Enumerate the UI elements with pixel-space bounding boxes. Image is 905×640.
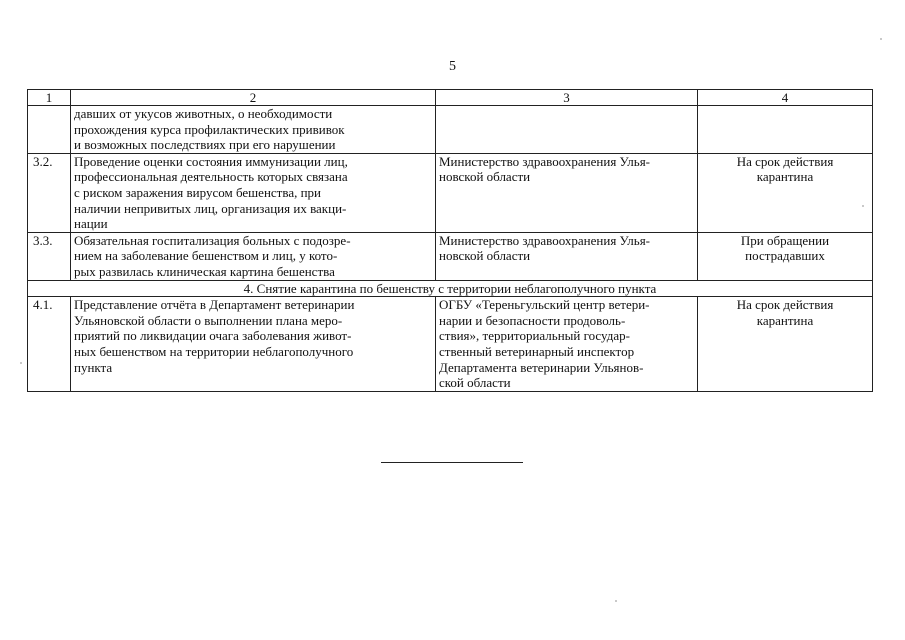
scan-speck <box>862 205 864 207</box>
text-line: и возможных последствиях при его нарушении <box>74 137 336 153</box>
responsible-cell <box>436 232 698 280</box>
text-line: Проведение оценки состояния иммунизации лиц, <box>74 153 348 169</box>
table-row-4-1 <box>28 297 873 392</box>
scan-speck <box>20 362 22 364</box>
text-line: На срок действия <box>736 153 834 169</box>
text-line: Представление отчёта в Департамент ветеринарии <box>74 297 355 313</box>
measure-description-cell <box>71 297 436 392</box>
text-line: новской области <box>439 248 531 264</box>
text-line: нации <box>74 216 108 232</box>
header-col-2: 2 <box>71 90 436 106</box>
table-row-3-2 <box>28 153 873 232</box>
page-number: 5 <box>449 59 456 74</box>
section-heading-row <box>28 280 873 297</box>
deadline-cell <box>698 297 873 392</box>
table-row-continuation <box>28 106 873 154</box>
row-number-cell <box>28 106 71 154</box>
text-line: ственный ветеринарный инспектор <box>439 343 635 359</box>
measures-table <box>27 89 873 392</box>
row-number-cell: 3.3. <box>28 232 71 280</box>
text-line: ных бешенством на территории неблагополучного <box>74 343 354 359</box>
text-line: прохождения курса профилактических прививок <box>74 121 345 137</box>
measure-description-cell <box>71 232 436 280</box>
text-line: пострадавших <box>745 248 825 264</box>
responsible-cell <box>436 106 698 154</box>
text-line: профессиональная деятельность которых связана <box>74 169 348 185</box>
text-line: новской области <box>439 169 531 185</box>
header-col-3: 3 <box>436 90 698 106</box>
text-line: карантина <box>756 312 814 328</box>
text-line: наличии непривитых лиц, организация их вакци- <box>74 200 347 216</box>
text-line: ОГБУ «Тереньгульский центр ветери- <box>439 297 650 313</box>
text-line: ствия», территориальный государ- <box>439 328 630 344</box>
text-line: нарии и безопасности продоволь- <box>439 312 626 328</box>
text-line: Министерство здравоохранения Улья- <box>439 232 651 248</box>
text-line: пункта <box>74 359 113 375</box>
text-line: На срок действия <box>736 297 834 313</box>
header-col-1: 1 <box>28 90 71 106</box>
text-line: с риском заражения вирусом бешенства, при <box>74 184 322 200</box>
scan-speck <box>880 38 882 40</box>
deadline-cell <box>698 232 873 280</box>
text-line: Ульяновской области о выполнении плана меро- <box>74 312 343 328</box>
text-line: карантина <box>756 169 814 185</box>
text-line: нием на заболевание бешенством и лиц, у кото- <box>74 248 338 264</box>
measure-description-cell <box>71 153 436 232</box>
header-col-4: 4 <box>698 90 873 106</box>
end-divider-line <box>381 462 523 463</box>
deadline-cell <box>698 153 873 232</box>
deadline-cell <box>698 106 873 154</box>
text-line: Министерство здравоохранения Улья- <box>439 153 651 169</box>
responsible-cell <box>436 153 698 232</box>
responsible-cell <box>436 297 698 392</box>
row-number-cell: 3.2. <box>28 153 71 232</box>
measure-description-cell <box>71 106 436 154</box>
text-line: ской области <box>439 375 511 391</box>
table-header-row <box>28 90 873 106</box>
text-line: приятий по ликвидации очага заболевания живот- <box>74 328 352 344</box>
text-line: При обращении <box>740 232 830 248</box>
scan-speck <box>615 600 617 602</box>
section-title: 4. Снятие карантина по бешенству с территории неблагополучного пункта <box>28 280 873 297</box>
text-line: рых развилась клиническая картина бешенства <box>74 263 335 279</box>
table-row-3-3 <box>28 232 873 280</box>
text-line: Департамента ветеринарии Ульянов- <box>439 359 644 375</box>
text-line: давших от укусов животных, о необходимости <box>74 106 333 121</box>
text-line: Обязательная госпитализация больных с подозре- <box>74 232 351 248</box>
row-number-cell: 4.1. <box>28 297 71 392</box>
